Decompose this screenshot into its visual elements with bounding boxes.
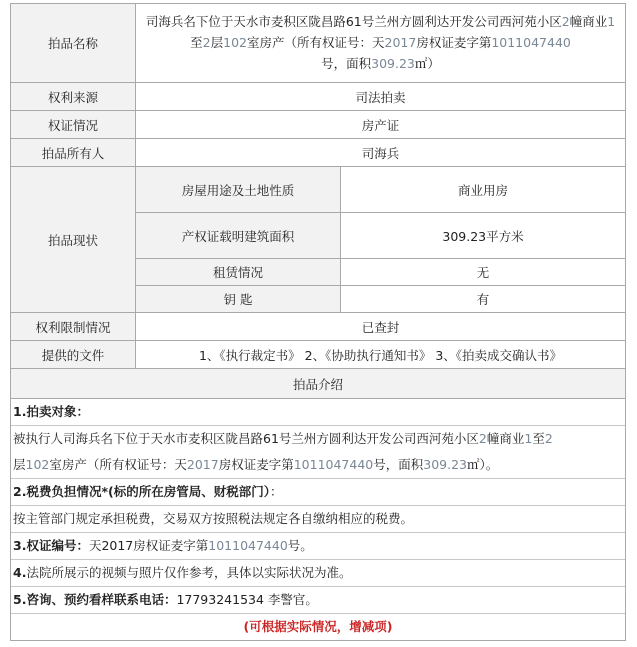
row-rights-limit <box>11 313 626 341</box>
rights-source-label: 权利来源 <box>11 83 136 111</box>
documents-value: 1、《执行裁定书》 2、《协助执行通知书》 3、《拍卖成交确认书》 <box>136 341 626 369</box>
intro-s2-body: 按主管部门规定承担税费，交易双方按照税法规定各自缴纳相应的税费。 <box>11 505 625 532</box>
row-certificate <box>11 111 626 139</box>
row-rights-source <box>11 83 626 111</box>
certificate-value: 房产证 <box>136 111 626 139</box>
intro-s5: 5.咨询、预约看样联系电话：17793241534 李警官。 <box>11 586 625 613</box>
intro-s1-body: 被执行人司海兵名下位于天水市麦积区陇昌路61号兰州方圆利达开发公司西河苑小区2幢商业1至2 层102室房产（所有权证号：天2017房权证麦字第1011047440号，面积309.23㎡）。 <box>11 425 625 478</box>
intro-s1-title: 1.拍卖对象： <box>13 404 89 419</box>
row-owner <box>11 139 626 167</box>
intro-s2-title: 2.税费负担情况*(标的所在房管局、财税部门）： <box>11 478 625 505</box>
status-lease-label: 租赁情况 <box>136 259 341 286</box>
intro-note: (可根据实际情况，增减项) <box>11 613 625 640</box>
intro-s4: 4.法院所展示的视频与照片仅作参考，具体以实际状况为准。 <box>11 559 625 586</box>
row-status-usage <box>11 167 626 213</box>
status-area-label: 产权证载明建筑面积 <box>136 213 341 259</box>
rights-limit-label: 权利限制情况 <box>11 313 136 341</box>
rights-source-value: 司法拍卖 <box>136 83 626 111</box>
status-label: 拍品现状 <box>11 167 136 313</box>
auction-detail-table <box>10 3 626 641</box>
status-area-value: 309.23平方米 <box>341 213 626 259</box>
documents-label: 提供的文件 <box>11 341 136 369</box>
intro-body <box>11 399 626 641</box>
row-item-name <box>11 4 626 83</box>
rights-limit-value: 已查封 <box>136 313 626 341</box>
status-key-value: 有 <box>341 286 626 313</box>
intro-heading: 拍品介绍 <box>11 369 626 399</box>
row-intro-heading <box>11 369 626 399</box>
row-documents <box>11 341 626 369</box>
owner-label: 拍品所有人 <box>11 139 136 167</box>
item-name-value: 司海兵名下位于天水市麦积区陇昌路61号兰州方圆利达开发公司西河苑小区2幢商业1至2层102室房产（所有权证号：天2017房权证麦字第1011047440 号，面积309.23㎡） <box>136 4 626 83</box>
item-name-label: 拍品名称 <box>11 4 136 83</box>
certificate-label: 权证情况 <box>11 111 136 139</box>
auction-detail-table-wrapper <box>10 3 626 641</box>
row-intro-body <box>11 399 626 641</box>
owner-value: 司海兵 <box>136 139 626 167</box>
status-key-label: 钥 匙 <box>136 286 341 313</box>
status-usage-label: 房屋用途及土地性质 <box>136 167 341 213</box>
status-lease-value: 无 <box>341 259 626 286</box>
status-usage-value: 商业用房 <box>341 167 626 213</box>
intro-s3: 3.权证编号：天2017房权证麦字第1011047440号。 <box>11 532 625 559</box>
